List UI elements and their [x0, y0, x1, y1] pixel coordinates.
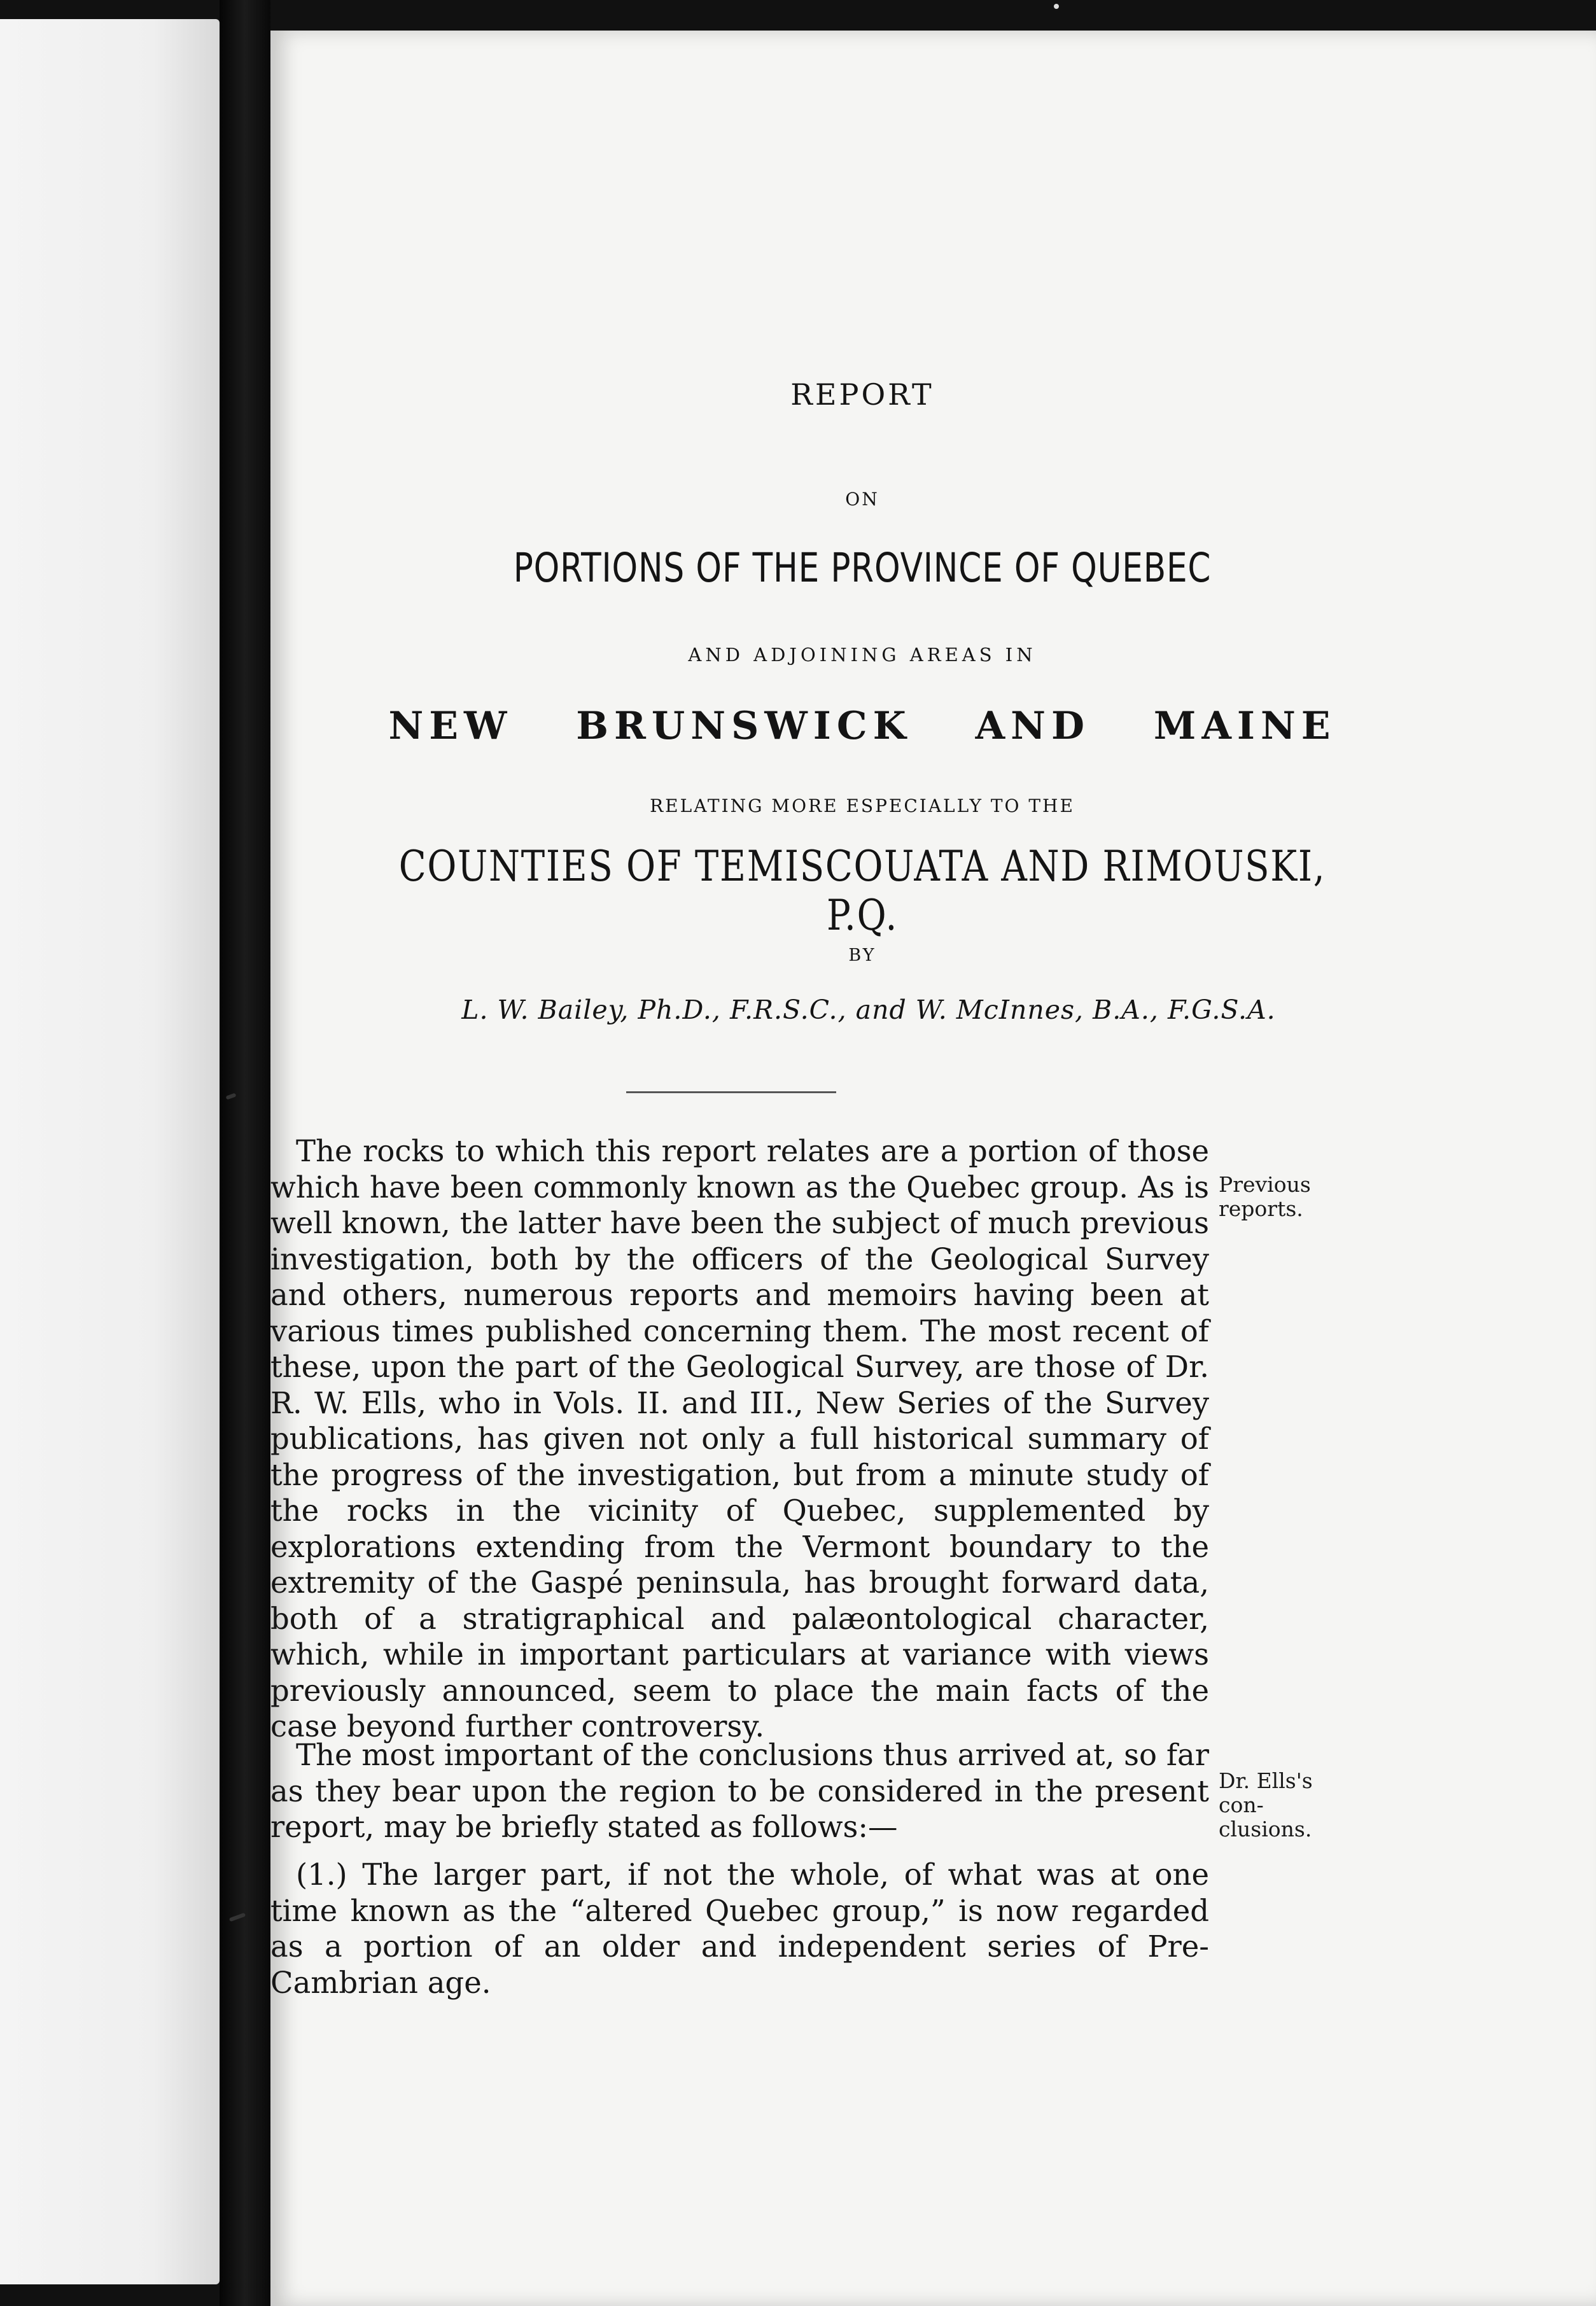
book-gutter	[220, 0, 270, 2306]
paragraph-1: The rocks to which this report relates are a portion of those which have been commonly known as the Quebec group. As is well known, the latter have been the subject of much previous investigation, both by the officers of the Geological Survey and others, numerous reports and memoirs having been at various times published concerning them. The most recent of these, upon the part of the Geological Survey, are those of Dr. R. W. Ells, who in Vols. II. and III., New Series of the Survey publications, has given not only a full historical summary of the progress of the investigation, but from a minute study of the rocks in the vicinity of Quebec, supplemented by explorations extending from the Vermont boundary to the extremity of the Gaspé peninsula, has brought forward data, both of a stratigraphical and palæontological character, which, while in important particulars at variance with views previously announced, seem to place the main facts of the case beyond further controversy.	[270, 1134, 1209, 1743]
title-relating: RELATING MORE ESPECIALLY TO THE	[650, 795, 1075, 816]
title-report: REPORT	[790, 377, 934, 412]
title-authors: L. W. Bailey, Ph.D., F.R.S.C., and W. McInnes, B.A., F.G.S.A.	[461, 995, 1276, 1025]
title-nb-maine: NEW BRUNSWICK AND MAINE	[388, 704, 1336, 748]
title-by: BY	[848, 946, 876, 965]
paragraph-2: The most important of the conclusions thus arrived at, so far as they bear upon the region to be considered in the present report, may be briefly stated as follows:—	[270, 1738, 1209, 1844]
title-portions: PORTIONS OF THE PROVINCE OF QUEBEC	[513, 545, 1212, 591]
title-counties: COUNTIES OF TEMISCOUATA AND RIMOUSKI, P.Q.	[398, 842, 1326, 940]
scan-speck	[1054, 4, 1059, 9]
margin-note-previous-reports: Previous reports.	[1219, 1172, 1311, 1221]
left-page-edge	[0, 19, 220, 2284]
title-adjoining: AND ADJOINING AREAS IN	[688, 644, 1037, 666]
right-page	[270, 31, 1596, 2306]
paragraph-3: (1.) The larger part, if not the whole, of what was at one time known as the “altered Quebec group,” is now regarded as a portion of an older and independent series of Pre-Cambrian age.	[270, 1857, 1209, 2000]
margin-note-ells-conclusions: Dr. Ells's con- clusions.	[1219, 1768, 1313, 1841]
title-on: ON	[845, 489, 879, 510]
title-divider	[626, 1091, 836, 1093]
